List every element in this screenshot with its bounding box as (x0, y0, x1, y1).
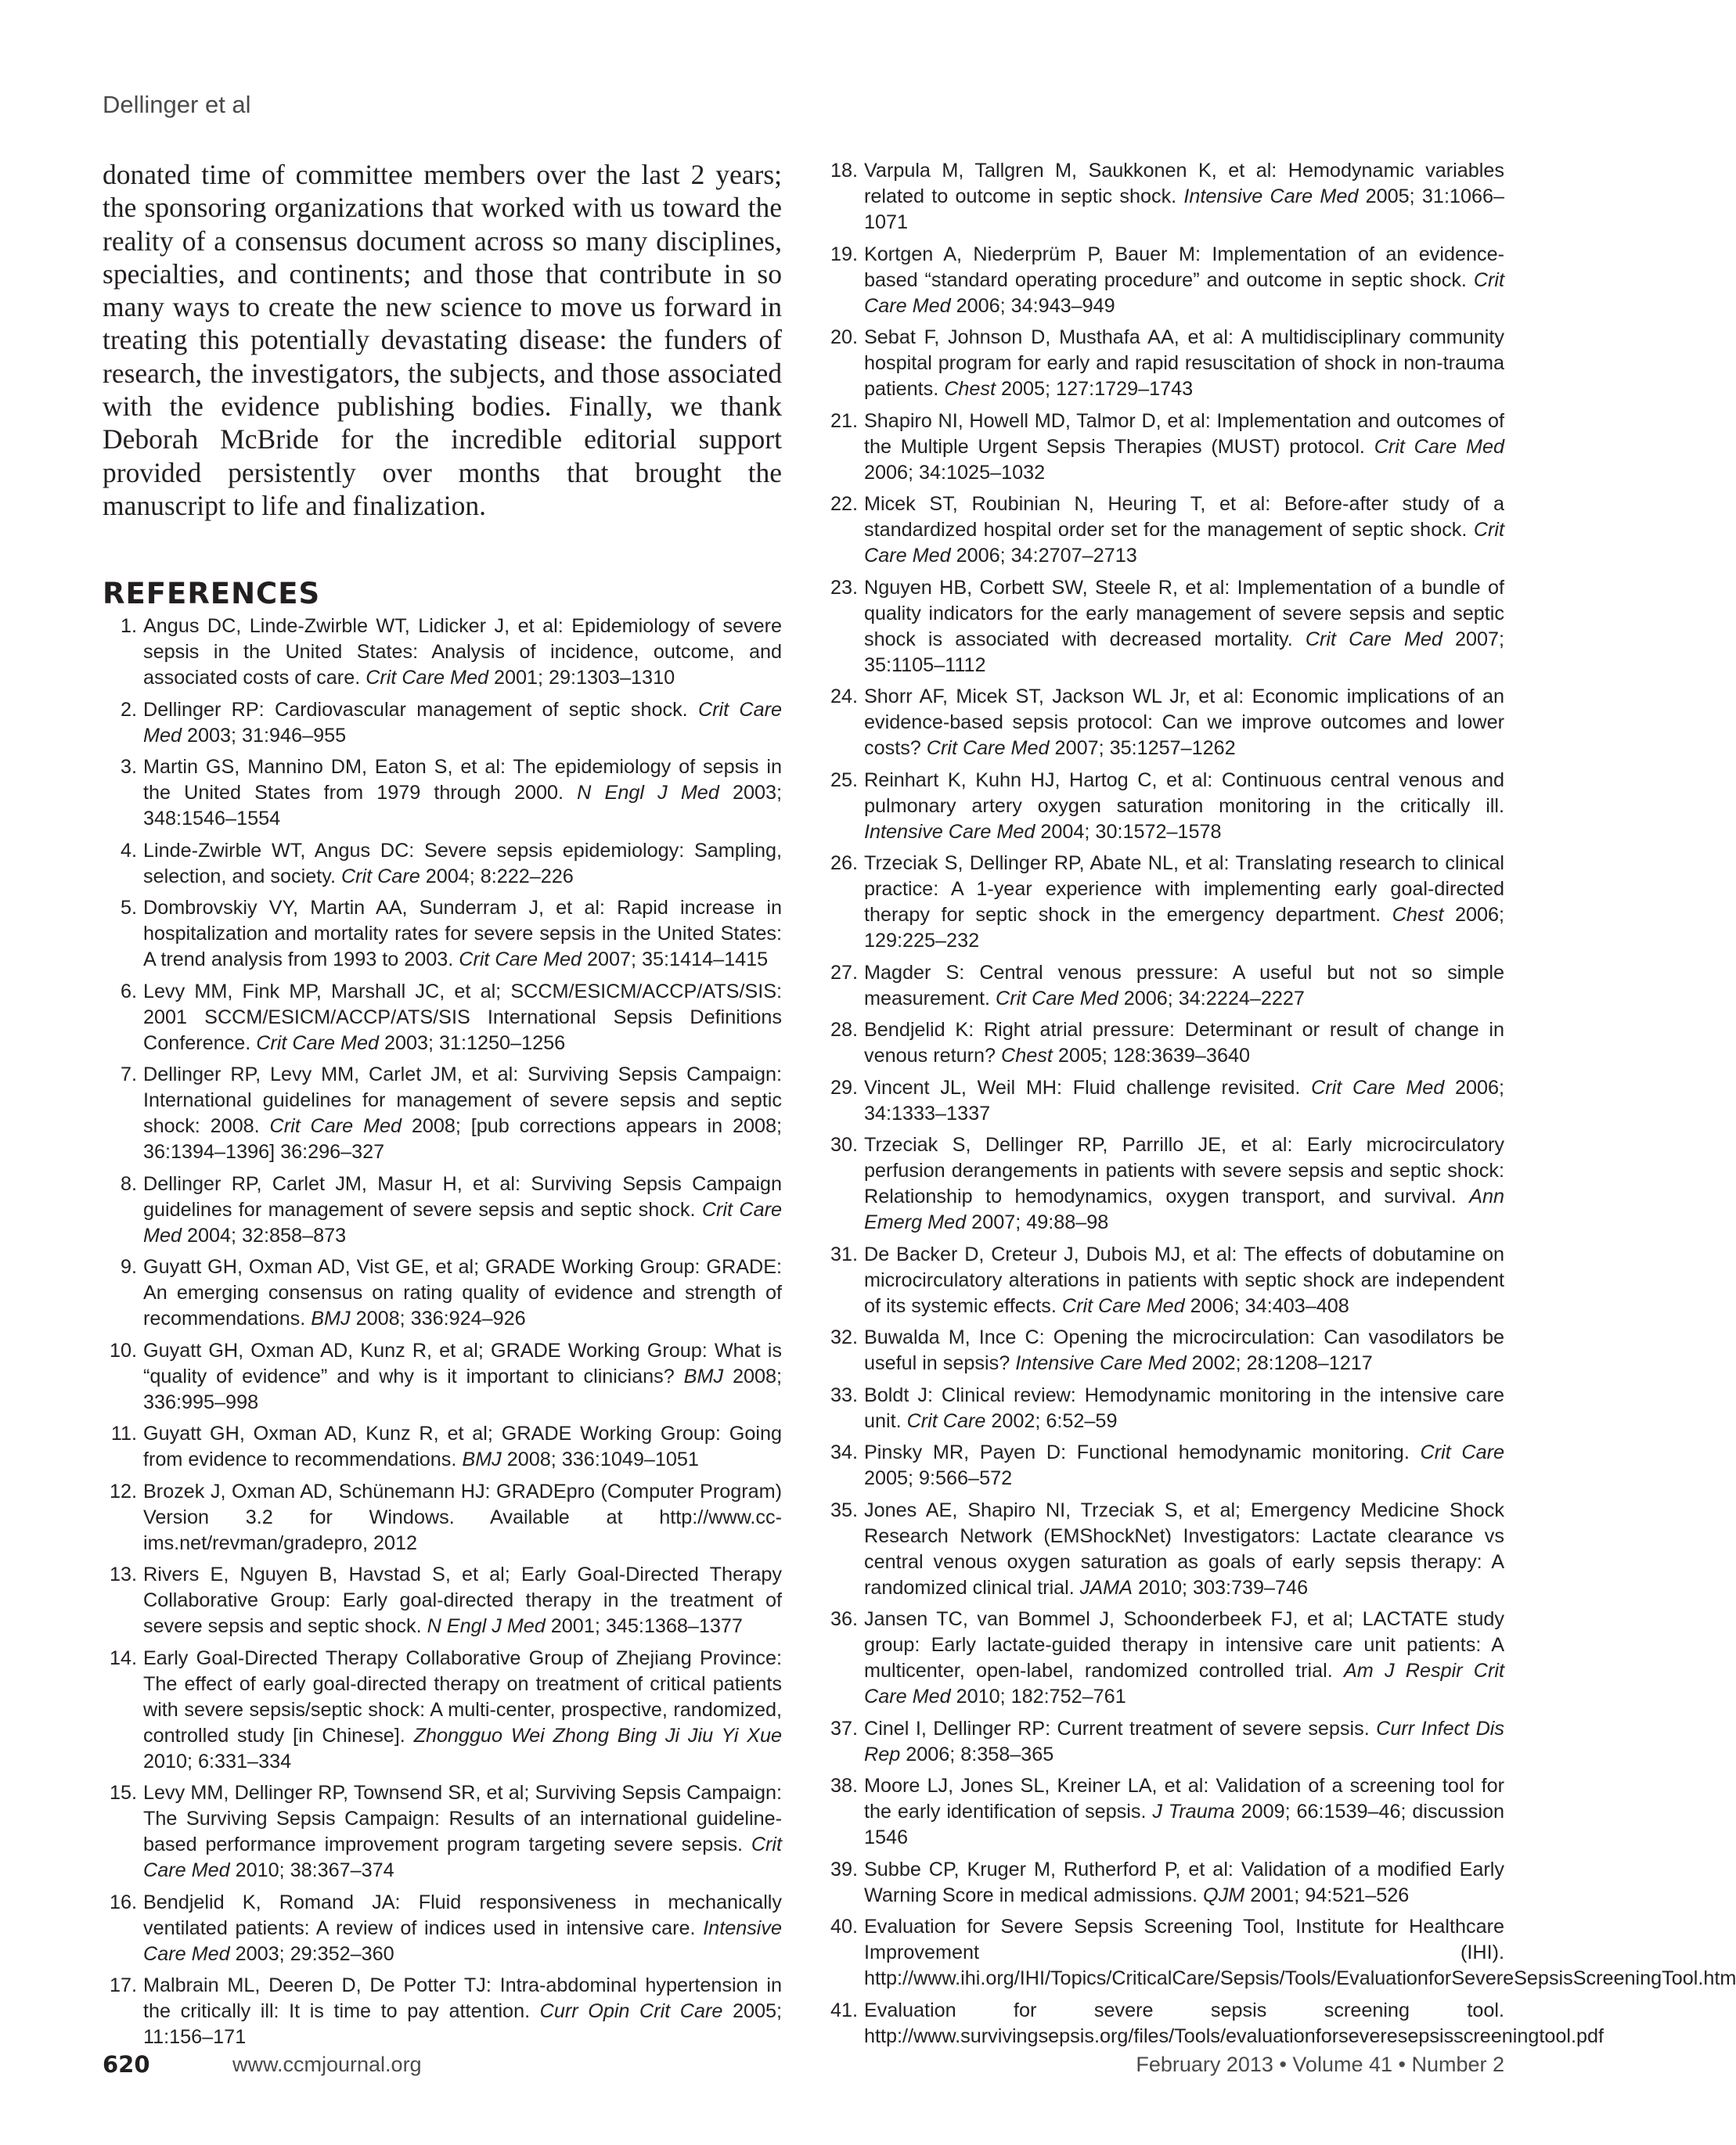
reference-volume: 2003; 348:1546–1554 (143, 782, 783, 830)
reference-journal: Crit Care Med (926, 737, 1050, 759)
reference-item (823, 684, 1504, 761)
running-head: Dellinger et al (103, 91, 251, 118)
reference-item (823, 491, 1504, 569)
reference-citation: Subbe CP, Kruger M, Rutherford P, et al: Validation of a modified Early Warning Score in medical admissions. (864, 1858, 1504, 1906)
reference-number: 30. (830, 1134, 858, 1156)
reference-journal: Chest (1001, 1045, 1053, 1067)
reference-number: 7. (120, 1064, 137, 1086)
reference-text (864, 1384, 1504, 1432)
reference-text (143, 840, 782, 887)
reference-text (864, 1019, 1504, 1067)
reference-citation: Guyatt GH, Oxman AD, Kunz R, et al; GRADE Working Group: What is “quality of evidence” and why is it important to clinicians? (143, 1339, 782, 1387)
reference-number: 41. (830, 1999, 858, 2021)
reference-journal: Crit Care Med (143, 1834, 782, 1882)
reference-number: 17. (109, 1974, 137, 1997)
reference-text (143, 1173, 782, 1247)
reference-journal: Crit Care (340, 865, 420, 887)
page-number: 620 (103, 2051, 150, 2078)
reference-journal: BMJ (683, 1365, 724, 1387)
reference-item (823, 325, 1504, 402)
reference-volume: 2006; 34:2707–2713 (950, 545, 1137, 567)
right-column (823, 158, 1736, 2055)
reference-citation: Vincent JL, Weil MH: Fluid challenge revisited. (864, 1076, 1312, 1099)
reference-number: 40. (830, 1916, 858, 1938)
reference-number: 19. (830, 243, 858, 265)
reference-volume: 2008; [pub corrections appears in 2008; 36:1394–1396] 36:296–327 (143, 1115, 782, 1164)
reference-journal: Am J Respir Crit Care Med (864, 1660, 1504, 1708)
reference-citation: Sebat F, Johnson D, Musthafa AA, et al: A multidisciplinary community hospital program for early and rapid resuscitation of shock in non-trauma patients. (864, 326, 1504, 400)
reference-volume: 2003; 31:946–955 (182, 724, 347, 747)
reference-number: 14. (109, 1647, 137, 1669)
reference-volume: 2008; 336:1049–1051 (501, 1449, 699, 1471)
reference-text (864, 1718, 1504, 1765)
reference-number: 1. (120, 615, 137, 638)
reference-number: 2. (120, 698, 137, 721)
reference-citation: Cinel I, Dellinger RP: Current treatment of severe sepsis. (864, 1717, 1377, 1740)
reference-item (103, 614, 782, 691)
reference-text (864, 1608, 1504, 1708)
reference-volume: 2005; 31:1066–1071 (864, 185, 1504, 233)
reference-volume: 2001; 345:1368–1377 (545, 1615, 743, 1638)
reference-number: 10. (109, 1339, 137, 1362)
reference-volume: 2007; 35:1414–1415 (582, 948, 769, 971)
reference-citation: Buwalda M, Ince C: Opening the microcirculation: Can vasodilators be useful in sepsis? (864, 1326, 1504, 1374)
reference-number: 27. (830, 961, 858, 984)
reference-journal: Curr Infect Dis Rep (864, 1717, 1504, 1765)
reference-volume: 2007; 35:1257–1262 (1049, 737, 1236, 759)
reference-citation: Linde-Zwirble WT, Angus DC: Severe sepsis epidemiology: Sampling, selection, and society. (143, 839, 782, 887)
reference-journal: Intensive Care Med (143, 1916, 782, 1965)
reference-citation: Pinsky MR, Payen D: Functional hemodynamic monitoring. (864, 1441, 1421, 1463)
reference-item (823, 1498, 1504, 1601)
reference-item (103, 979, 782, 1056)
reference-number: 25. (830, 768, 858, 791)
reference-volume: 2001; 94:521–526 (1244, 1884, 1410, 1906)
reference-text (864, 1859, 1504, 1906)
reference-text (864, 1441, 1504, 1489)
reference-journal: Crit Care Med (256, 1031, 379, 1054)
reference-volume: 2004; 32:858–873 (182, 1224, 347, 1247)
reference-number: 12. (109, 1480, 137, 1503)
reference-journal: Crit Care Med (143, 698, 782, 747)
reference-number: 16. (109, 1891, 137, 1913)
reference-volume: 2006; 129:225–232 (864, 904, 1504, 952)
reference-citation: Dellinger RP, Carlet JM, Masur H, et al: Surviving Sepsis Campaign guidelines for management of severe sepsis and septic shock. (143, 1172, 782, 1221)
reference-item (103, 838, 782, 890)
reference-citation: Malbrain ML, Deeren D, De Potter TJ: Intra-abdominal hypertension in the critically ill: It is time to pay attention. (143, 1974, 782, 2023)
reference-citation: Levy MM, Dellinger RP, Townsend SR, et al; Surviving Sepsis Campaign: The Surviving Sepsis Campaign: Results of an international guideline-based performance improvement program targeting severe sepsis. (143, 1782, 782, 1856)
reference-item (823, 1716, 1504, 1768)
reference-text (143, 1647, 782, 1773)
reference-journal: Crit Care Med (996, 987, 1118, 1010)
reference-text (864, 1077, 1504, 1125)
reference-journal: Crit Care Med (459, 948, 582, 971)
reference-number: 23. (830, 576, 858, 599)
reference-citation: Nguyen HB, Corbett SW, Steele R, et al: Implementation of a bundle of quality indicators for the early management of severe sepsis and septic shock is associated with decreased mortality. (864, 576, 1504, 650)
reference-number: 33. (830, 1384, 858, 1406)
reference-text (864, 852, 1504, 952)
reference-number: 3. (120, 756, 137, 779)
reference-text (864, 160, 1504, 233)
reference-volume: 2006; 34:1333–1337 (864, 1076, 1505, 1125)
reference-journal: Ann Emerg Med (864, 1186, 1504, 1233)
reference-citation: Shapiro NI, Howell MD, Talmor D, et al: Implementation and outcomes of the Multiple Urgent Sepsis Therapies (MUST) protocol. (864, 409, 1504, 458)
reference-text (864, 1499, 1504, 1599)
reference-item (823, 768, 1504, 845)
reference-item (103, 895, 782, 973)
reference-number: 5. (120, 897, 137, 920)
reference-citation: De Backer D, Creteur J, Dubois MJ, et al: The effects of dobutamine on microcirculatory alterations in patients with septic shock are independent of its systemic effects. (864, 1243, 1504, 1317)
reference-volume: 2006; 8:358–365 (900, 1743, 1054, 1765)
reference-text (864, 493, 1504, 567)
reference-number: 8. (120, 1172, 137, 1195)
reference-volume: 2010; 38:367–374 (229, 1859, 394, 1882)
issue-info: February 2013 • Volume 41 • Number 2 (1136, 2053, 1504, 2076)
reference-volume: 2007; 35:1105–1112 (864, 628, 1504, 676)
reference-volume: 2004; 8:222–226 (420, 865, 574, 887)
reference-journal: BMJ (462, 1449, 502, 1471)
reference-journal: Zhongguo Wei Zhong Bing Ji Jiu Yi Xue (413, 1724, 782, 1747)
reference-volume: 2008; 336:995–998 (143, 1365, 783, 1413)
reference-citation: Brozek J, Oxman AD, Schünemann HJ: GRADEpro (Computer Program) Version 3.2 for Windows. Available at http://www.cc-ims.net/revman/gradepro, 2012 (143, 1480, 782, 1554)
reference-number: 18. (830, 160, 858, 182)
reference-citation: Boldt J: Clinical review: Hemodynamic monitoring in the intensive care unit. (864, 1384, 1504, 1432)
reference-text (143, 1256, 782, 1330)
reference-citation: Bendjelid K, Romand JA: Fluid responsiveness in mechanically ventilated patients: A review of indices used in intensive care. (143, 1891, 782, 1939)
reference-number: 11. (110, 1423, 137, 1445)
reference-citation: Varpula M, Tallgren M, Saukkonen K, et al: Hemodynamic variables related to outcome in septic shock. (864, 160, 1504, 207)
reference-text (143, 1481, 782, 1554)
reference-volume: 2010; 6:331–334 (143, 1750, 292, 1773)
reference-journal: Chest (1392, 904, 1444, 926)
left-column (103, 158, 782, 2057)
reference-journal: Crit Care Med (1374, 435, 1504, 458)
reference-journal: Intensive Care Med (1015, 1352, 1187, 1374)
reference-item (823, 1325, 1504, 1377)
reference-number: 28. (830, 1019, 858, 1041)
reference-journal: Crit Care Med (864, 268, 1504, 317)
reference-item (103, 1562, 782, 1639)
reference-item (823, 1132, 1504, 1236)
reference-text (864, 1916, 1736, 1989)
reference-text (864, 1326, 1504, 1374)
reference-citation: Rivers E, Nguyen B, Havstad S, et al; Early Goal-Directed Therapy Collaborative Group: Early goal-directed therapy in the treatment of severe sepsis and septic shock. (143, 1564, 782, 1638)
reference-item (823, 408, 1504, 486)
reference-journal: Curr Opin Crit Care (539, 2000, 723, 2023)
reference-number: 22. (830, 493, 858, 515)
reference-number: 24. (830, 686, 858, 707)
reference-journal: Crit Care Med (143, 1198, 783, 1247)
reference-citation: Micek ST, Roubinian N, Heuring T, et al: Before-after study of a standardized hospital order set for the management of septic shock. (864, 493, 1504, 541)
reference-item (103, 1338, 782, 1416)
reference-journal: QJM (1203, 1884, 1245, 1906)
reference-number: 29. (830, 1076, 858, 1099)
reference-item (823, 960, 1504, 1012)
reference-number: 26. (830, 852, 858, 874)
reference-item (103, 1062, 782, 1165)
reference-volume: 2005; 11:156–171 (143, 2000, 783, 2049)
reference-citation: Kortgen A, Niederprüm P, Bauer M: Implementation of an evidence-based “standard operating procedure” and outcome in septic shock. (864, 243, 1504, 291)
reference-volume: 2002; 28:1208–1217 (1186, 1352, 1373, 1374)
reference-volume: 2004; 30:1572–1578 (1035, 820, 1222, 843)
reference-volume: 2010; 182:752–761 (950, 1686, 1126, 1708)
reference-citation: Guyatt GH, Oxman AD, Kunz R, et al; GRADE Working Group: Going from evidence to recommendations. (143, 1423, 782, 1471)
reference-journal: Crit Care Med (269, 1115, 402, 1138)
reference-item (823, 1773, 1504, 1851)
reference-citation: Jansen TC, van Bommel J, Schoonderbeek FJ, et al; LACTATE study group: Early lactate-guided therapy in intensive care unit patients: A multicenter, open-label, randomized controlled trial. (864, 1608, 1504, 1682)
reference-list-left (103, 614, 782, 2050)
reference-number: 39. (830, 1858, 858, 1880)
reference-text (864, 769, 1504, 843)
reference-text (143, 1340, 782, 1413)
references-heading: REFERENCES (103, 577, 321, 611)
reference-item (823, 851, 1504, 954)
reference-journal: N Engl J Med (577, 782, 719, 804)
reference-item (823, 1440, 1504, 1492)
reference-volume: 2010; 303:739–746 (1132, 1576, 1309, 1599)
reference-item (823, 1017, 1504, 1069)
reference-number: 31. (830, 1243, 858, 1265)
reference-journal: Intensive Care Med (1183, 185, 1359, 207)
reference-item (103, 754, 782, 832)
reference-item (823, 1857, 1504, 1909)
reference-citation: Magder S: Central venous pressure: A useful but not so simple measurement. (864, 961, 1504, 1010)
reference-citation: Dellinger RP: Cardiovascular management of septic shock. (143, 698, 698, 721)
reference-item (823, 1998, 1604, 2050)
reference-citation: Reinhart K, Kuhn HJ, Hartog C, et al: Continuous central venous and pulmonary artery oxygen saturation monitoring in the critically ill. (864, 768, 1504, 817)
reference-volume: 2006; 34:2224–2227 (1118, 987, 1305, 1010)
reference-item (823, 1242, 1504, 1319)
reference-journal: Crit Care (1420, 1441, 1505, 1463)
reference-citation: Jones AE, Shapiro NI, Trzeciak S, et al; Emergency Medicine Shock Research Network (EMShockNet) Investigators: Lactate clearance vs central venous oxygen saturation as goals of early sepsis therapy: A randomized clinical trial. (864, 1499, 1504, 1599)
reference-item (103, 1171, 782, 1249)
reference-text (864, 962, 1504, 1010)
reference-journal: Crit Care Med (1305, 628, 1442, 650)
reference-text (864, 410, 1504, 484)
reference-number: 20. (830, 326, 858, 348)
reference-number: 38. (830, 1775, 858, 1797)
reference-item (823, 1607, 1504, 1710)
reference-item (103, 1890, 782, 1967)
reference-text (864, 1999, 1604, 2047)
reference-citation: Bendjelid K: Right atrial pressure: Determinant or result of change in venous return? (864, 1019, 1504, 1067)
reference-item (103, 1780, 782, 1884)
reference-text (143, 756, 782, 830)
reference-number: 21. (830, 409, 858, 432)
reference-text (864, 686, 1504, 759)
reference-journal: Chest (944, 378, 996, 400)
reference-citation: Levy MM, Fink MP, Marshall JC, et al; SCCM/ESICM/ACCP/ATS/SIS: 2001 SCCM/ESICM/ACCP/ATS/SIS International Sepsis Definitions Conference. (143, 980, 782, 1054)
journal-url: www.ccmjournal.org (232, 2053, 422, 2076)
reference-journal: Intensive Care Med (864, 820, 1035, 843)
reference-number: 32. (830, 1326, 858, 1348)
reference-text (864, 1243, 1504, 1317)
reference-text (143, 1064, 782, 1163)
reference-journal: N Engl J Med (427, 1615, 546, 1638)
reference-journal: J Trauma (1152, 1801, 1235, 1823)
reference-journal: Crit Care (906, 1409, 986, 1432)
reference-text (864, 1775, 1504, 1848)
reference-journal: Crit Care Med (1061, 1294, 1185, 1317)
reference-item (823, 242, 1504, 319)
reference-item (103, 697, 782, 749)
reference-number: 37. (830, 1717, 858, 1740)
reference-citation: Trzeciak S, Dellinger RP, Parrillo JE, et al: Early microcirculatory perfusion derangements in patients with severe sepsis and septic shock: Relationship to hemodynamics, oxygen transport, and survival. (864, 1134, 1504, 1207)
reference-volume: 2009; 66:1539–46; discussion 1546 (864, 1801, 1504, 1848)
reference-text (143, 1564, 782, 1637)
reference-citation: Early Goal-Directed Therapy Collaborative Group of Zhejiang Province: The effect of early goal-directed therapy on treatment of critical patients with severe sepsis/septic shock: A multi-center, prospective, randomized, controlled study [in Chinese]. (143, 1647, 782, 1747)
reference-number: 13. (109, 1564, 137, 1586)
reference-volume: 2003; 31:1250–1256 (378, 1031, 566, 1054)
reference-item (103, 1254, 782, 1332)
reference-journal: Crit Care Med (864, 519, 1504, 567)
reference-text (864, 326, 1504, 400)
reference-number: 9. (120, 1256, 137, 1279)
reference-text (143, 981, 782, 1054)
reference-volume: 2008; 336:924–926 (350, 1308, 526, 1330)
reference-journal: BMJ (311, 1308, 351, 1330)
reference-number: 6. (120, 980, 137, 1002)
reference-journal: Crit Care Med (366, 667, 488, 689)
reference-citation: Trzeciak S, Dellinger RP, Abate NL, et al: Translating research to clinical practice: A 1-year experience with implementing early goal-directed therapy for septic shock in the emergency department. (864, 852, 1504, 926)
reference-volume: 2001; 29:1303–1310 (488, 667, 675, 689)
reference-citation: Martin GS, Mannino DM, Eaton S, et al: The epidemiology of sepsis in the United States from 1979 through 2000. (143, 756, 782, 804)
reference-item (823, 1075, 1504, 1127)
reference-list-right (823, 158, 1736, 2050)
reference-text (143, 1891, 782, 1965)
reference-citation: Moore LJ, Jones SL, Kreiner LA, et al: Validation of a screening tool for the early identification of sepsis. (864, 1775, 1504, 1823)
reference-text (143, 615, 782, 689)
reference-citation: Angus DC, Linde-Zwirble WT, Lidicker J, et al: Epidemiology of severe sepsis in the United States: Analysis of incidence, outcome, and associated costs of care. (143, 615, 782, 689)
reference-item (823, 158, 1504, 236)
reference-item (103, 1479, 782, 1557)
reference-volume: 2003; 29:352–360 (229, 1942, 394, 1965)
reference-text (143, 1782, 782, 1881)
reference-citation: Evaluation for severe sepsis screening tool. http://www.survivingsepsis.org/files/Tools/evaluationforseveresepsisscreeningtool.pdf (864, 1999, 1604, 2047)
reference-text (864, 577, 1504, 676)
reference-volume: 2007; 49:88–98 (966, 1211, 1109, 1233)
reference-citation: Guyatt GH, Oxman AD, Vist GE, et al; GRADE Working Group: GRADE: An emerging consensus on rating quality of evidence and strength of recommendations. (143, 1256, 782, 1330)
reference-item (103, 1973, 782, 2050)
reference-text (864, 1134, 1504, 1233)
reference-item (823, 575, 1504, 678)
reference-journal: Crit Care Med (1311, 1076, 1445, 1099)
reference-volume: 2006; 34:1025–1032 (864, 461, 1046, 484)
reference-citation: Dombrovskiy VY, Martin AA, Sunderram J, et al: Rapid increase in hospitalization and mortality rates for severe sepsis in the United States: A trend analysis from 1993 to 2003. (143, 897, 782, 971)
reference-volume: 2006; 34:943–949 (950, 294, 1115, 317)
reference-text (143, 1974, 782, 2048)
reference-text (864, 243, 1504, 317)
reference-number: 4. (120, 839, 137, 862)
reference-volume: 2005; 128:3639–3640 (1052, 1045, 1250, 1067)
reference-item (103, 1646, 782, 1775)
reference-number: 36. (830, 1608, 858, 1630)
reference-journal: JAMA (1079, 1576, 1133, 1599)
reference-volume: 2005; 9:566–572 (864, 1467, 1013, 1489)
reference-citation: Shorr AF, Micek ST, Jackson WL Jr, et al: Economic implications of an evidence-based sepsis protocol: Can we improve outcomes and lower costs? (864, 686, 1504, 759)
reference-number: 34. (830, 1441, 858, 1463)
reference-item (823, 1383, 1504, 1434)
reference-citation: Dellinger RP, Levy MM, Carlet JM, et al: Surviving Sepsis Campaign: International guidelines for management of severe sepsis and septic shock: 2008. (143, 1064, 782, 1138)
reference-item (103, 1421, 782, 1473)
reference-item (823, 1914, 1736, 1992)
reference-text (143, 699, 782, 747)
reference-text (143, 1423, 782, 1470)
reference-citation: Evaluation for Severe Sepsis Screening Tool, Institute for Healthcare Improvement (IHI). http://www.ihi.org/IHI/Topics/CriticalCare/Sepsis/Tools/EvaluationforSevereSepsisScreeningTool.htm (864, 1916, 1736, 1989)
acknowledgment-paragraph: donated time of committee members over the last 2 years; the sponsoring organizations that worked with us toward the reality of a consensus document across so many disciplines, specialties, and continents; and those that contribute in so many ways to create the new science to move us forward in treating this potentially devastating disease: the funders of research, the investigators, the subjects, and those associated with the evidence publishing bodies. Finally, we thank Deborah McBride for the incredible editorial support provided persistently over months that brought the manuscript to life and finalization. (103, 159, 782, 521)
reference-text (143, 897, 782, 970)
reference-volume: 2002; 6:52–59 (985, 1409, 1118, 1432)
reference-number: 15. (109, 1782, 137, 1805)
reference-volume: 2005; 127:1729–1743 (996, 378, 1194, 400)
reference-volume: 2006; 34:403–408 (1184, 1294, 1349, 1317)
reference-number: 35. (830, 1499, 858, 1521)
